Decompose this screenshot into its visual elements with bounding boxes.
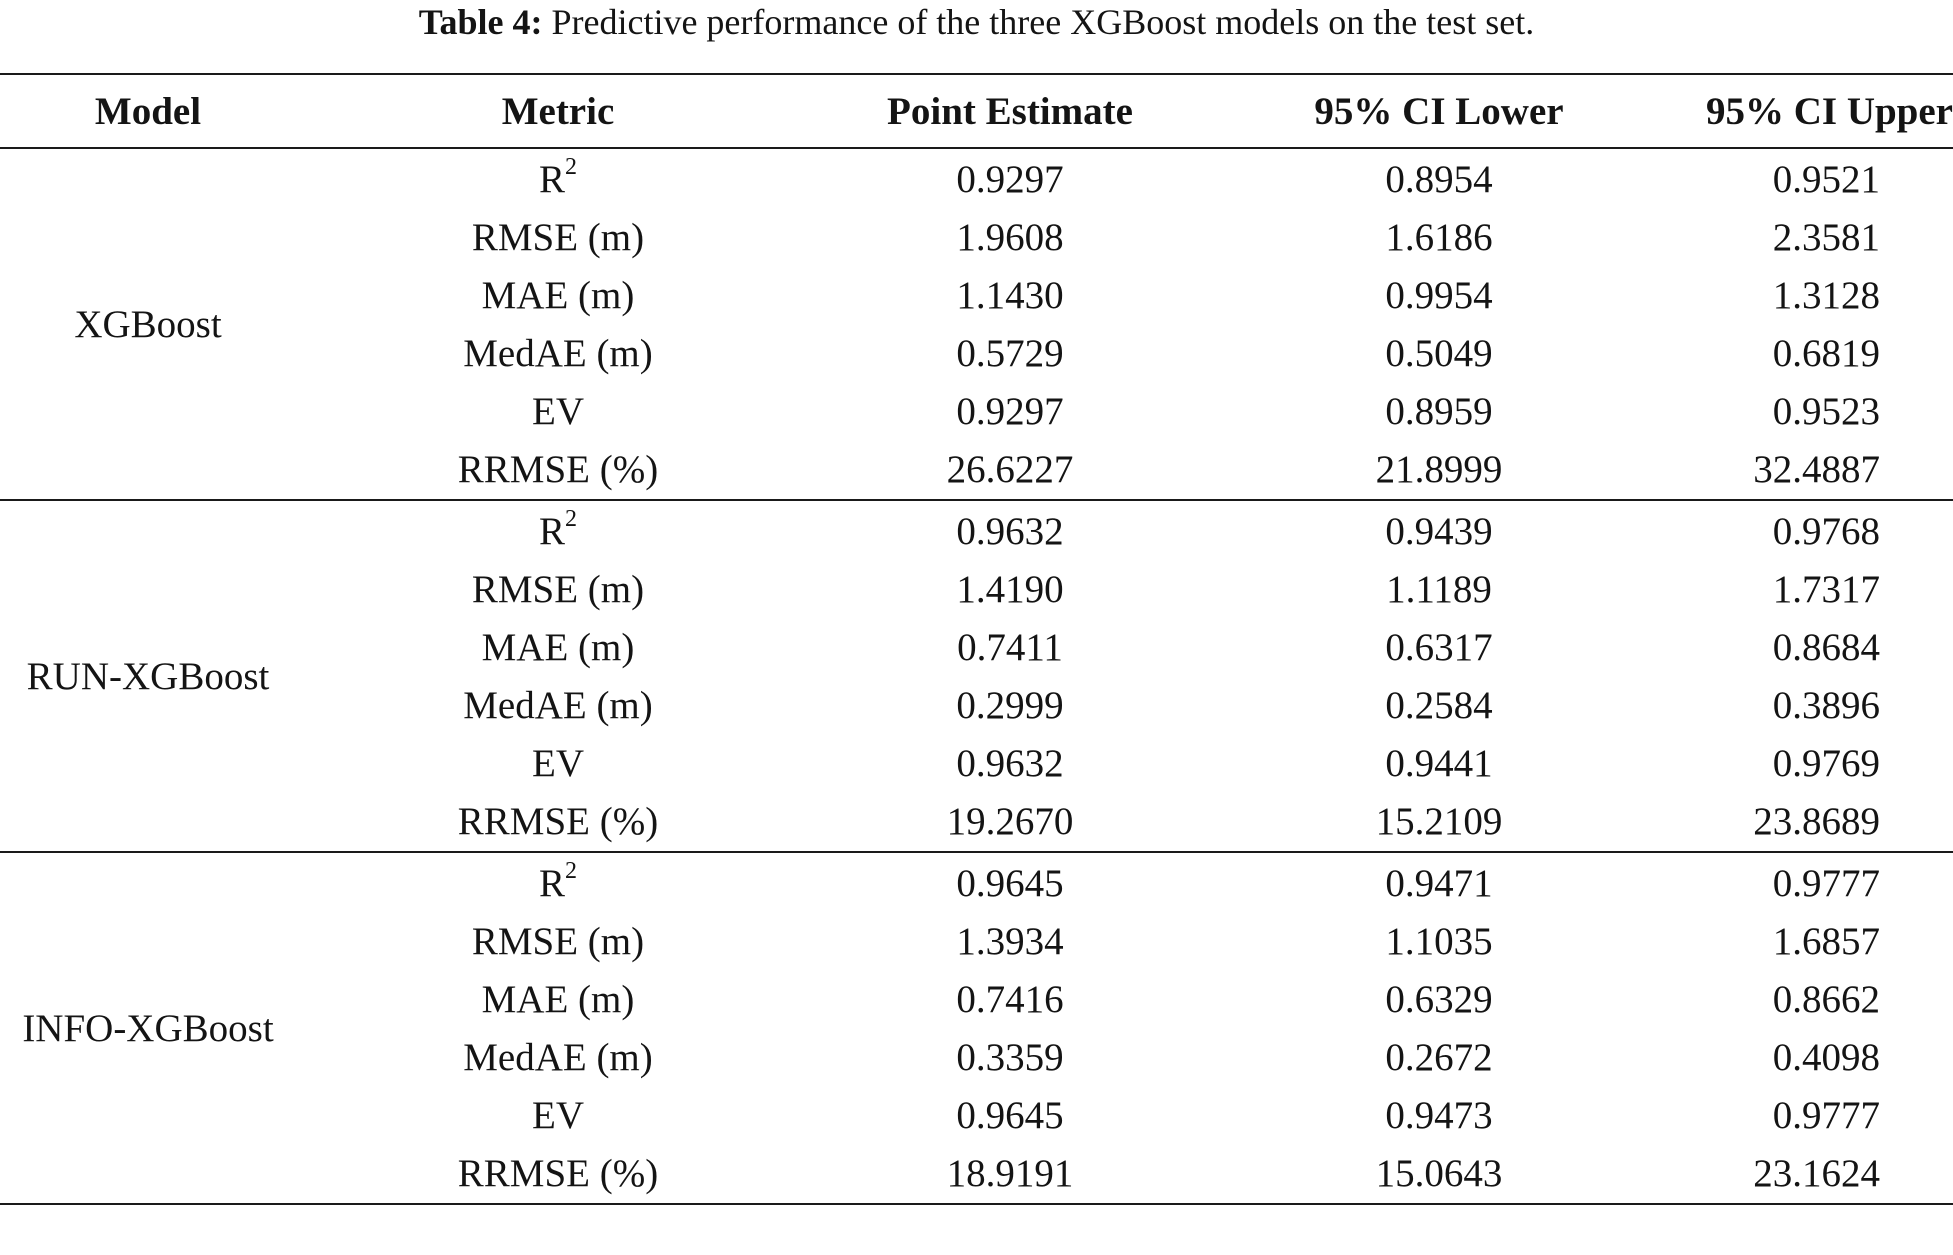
metric-cell	[296, 325, 820, 383]
point-estimate-cell: 0.9632	[956, 742, 1064, 785]
metric-cell	[296, 209, 820, 267]
model-group	[0, 500, 1953, 852]
ci-upper-cell: 0.9768	[1772, 510, 1880, 553]
model-name-cell: XGBoost	[74, 303, 222, 346]
ci-upper-cell: 23.1624	[1753, 1152, 1880, 1195]
point-estimate-cell: 0.2999	[956, 684, 1064, 727]
metric-cell	[296, 148, 820, 209]
model-group	[0, 148, 1953, 500]
ci-lower-cell: 1.1189	[1386, 568, 1492, 611]
ci-lower-cell: 1.6186	[1385, 216, 1493, 259]
point-estimate-cell: 19.2670	[946, 800, 1074, 843]
point-estimate-cell: 0.9297	[956, 390, 1064, 433]
metric-superscript: 2	[565, 858, 577, 884]
point-estimate-cell: 0.3359	[956, 1036, 1064, 1079]
header-ci-upper: 95% CI Upper	[1705, 89, 1953, 133]
metric-label: RRMSE (%)	[457, 448, 659, 491]
ci-upper-cell: 2.3581	[1772, 216, 1880, 259]
point-estimate-cell: 0.7411	[957, 626, 1063, 669]
metric-label: RMSE (m)	[471, 568, 645, 611]
ci-lower-cell: 0.9954	[1385, 274, 1493, 317]
ci-lower-cell: 0.5049	[1385, 332, 1493, 375]
metric-label: MAE (m)	[481, 978, 635, 1021]
ci-upper-cell: 0.3896	[1772, 684, 1880, 727]
metric-label: RRMSE (%)	[457, 1152, 659, 1195]
ci-upper-cell: 0.8662	[1772, 978, 1880, 1021]
ci-upper-cell: 0.9777	[1772, 1094, 1880, 1137]
metric-label: RMSE (m)	[471, 216, 645, 259]
ci-upper-cell: 1.6857	[1772, 920, 1880, 963]
ci-upper-cell: 1.3128	[1772, 274, 1880, 317]
table-row	[0, 500, 1953, 561]
metric-cell	[296, 677, 820, 735]
point-estimate-cell: 26.6227	[946, 448, 1074, 491]
metric-label: RMSE (m)	[471, 920, 645, 963]
ci-upper-cell: 1.7317	[1772, 568, 1880, 611]
point-estimate-cell: 1.1430	[956, 274, 1064, 317]
metric-label: RRMSE (%)	[457, 800, 659, 843]
ci-lower-cell: 0.9439	[1385, 510, 1493, 553]
metric-label: R	[538, 510, 565, 553]
ci-lower-cell: 15.0643	[1375, 1152, 1503, 1195]
metric-cell	[296, 1029, 820, 1087]
metric-superscript: 2	[565, 506, 577, 532]
table-caption-label: Table 4:	[418, 2, 543, 42]
metric-cell	[296, 735, 820, 793]
point-estimate-cell: 0.5729	[956, 332, 1064, 375]
header-metric: Metric	[501, 89, 615, 133]
metric-cell	[296, 1145, 820, 1204]
header-row	[0, 74, 1953, 148]
metric-label: MAE (m)	[481, 626, 635, 669]
metric-cell	[296, 267, 820, 325]
ci-lower-cell: 0.6317	[1385, 626, 1493, 669]
metric-superscript: 2	[565, 154, 577, 180]
metric-label: R	[538, 158, 565, 201]
ci-lower-cell: 0.2584	[1385, 684, 1493, 727]
point-estimate-cell: 0.9297	[956, 158, 1064, 201]
point-estimate-cell: 18.9191	[946, 1152, 1074, 1195]
metric-label: MedAE (m)	[463, 332, 653, 375]
metric-label: R	[538, 862, 565, 905]
ci-upper-cell: 0.9521	[1772, 158, 1880, 201]
metric-cell	[296, 913, 820, 971]
table-caption	[0, 0, 1953, 44]
ci-upper-cell: 32.4887	[1753, 448, 1880, 491]
table-row	[0, 852, 1953, 913]
results-table	[0, 73, 1953, 1205]
ci-lower-cell: 0.9471	[1385, 862, 1493, 905]
ci-upper-cell: 0.4098	[1772, 1036, 1880, 1079]
ci-lower-cell: 0.8954	[1385, 158, 1493, 201]
point-estimate-cell: 1.9608	[956, 216, 1064, 259]
ci-upper-cell: 0.8684	[1772, 626, 1880, 669]
point-estimate-cell: 1.4190	[956, 568, 1064, 611]
model-name-cell: INFO-XGBoost	[22, 1007, 274, 1050]
metric-label: EV	[532, 1094, 584, 1137]
metric-cell	[296, 500, 820, 561]
model-name-cell: RUN-XGBoost	[26, 655, 270, 698]
ci-upper-cell: 23.8689	[1753, 800, 1880, 843]
ci-lower-cell: 0.6329	[1385, 978, 1493, 1021]
ci-upper-cell: 0.9777	[1772, 862, 1880, 905]
metric-cell	[296, 793, 820, 852]
metric-cell	[296, 441, 820, 500]
metric-label: MedAE (m)	[463, 684, 653, 727]
ci-upper-cell: 0.9523	[1772, 390, 1880, 433]
ci-lower-cell: 0.9473	[1385, 1094, 1493, 1137]
point-estimate-cell: 0.9645	[956, 1094, 1064, 1137]
metric-cell	[296, 852, 820, 913]
ci-lower-cell: 0.9441	[1385, 742, 1493, 785]
metric-label: MAE (m)	[481, 274, 635, 317]
metric-cell	[296, 1087, 820, 1145]
metric-label: MedAE (m)	[463, 1036, 653, 1079]
ci-lower-cell: 15.2109	[1375, 800, 1503, 843]
ci-upper-cell: 0.6819	[1772, 332, 1880, 375]
table-row	[0, 148, 1953, 209]
ci-lower-cell: 1.1035	[1385, 920, 1493, 963]
metric-cell	[296, 561, 820, 619]
point-estimate-cell: 1.3934	[956, 920, 1064, 963]
point-estimate-cell: 0.7416	[956, 978, 1064, 1021]
header-point-estimate: Point Estimate	[887, 89, 1133, 133]
metric-label: EV	[532, 390, 584, 433]
metric-cell	[296, 971, 820, 1029]
table-caption-text: Predictive performance of the three XGBoost models on the test set.	[551, 2, 1535, 42]
ci-lower-cell: 0.2672	[1385, 1036, 1493, 1079]
ci-upper-cell: 0.9769	[1772, 742, 1880, 785]
ci-lower-cell: 0.8959	[1385, 390, 1493, 433]
ci-lower-cell: 21.8999	[1375, 448, 1503, 491]
point-estimate-cell: 0.9645	[956, 862, 1064, 905]
metric-cell	[296, 619, 820, 677]
header-model: Model	[94, 89, 202, 133]
model-group	[0, 852, 1953, 1204]
metric-label: EV	[532, 742, 584, 785]
point-estimate-cell: 0.9632	[956, 510, 1064, 553]
metric-cell	[296, 383, 820, 441]
header-ci-lower: 95% CI Lower	[1314, 89, 1564, 133]
